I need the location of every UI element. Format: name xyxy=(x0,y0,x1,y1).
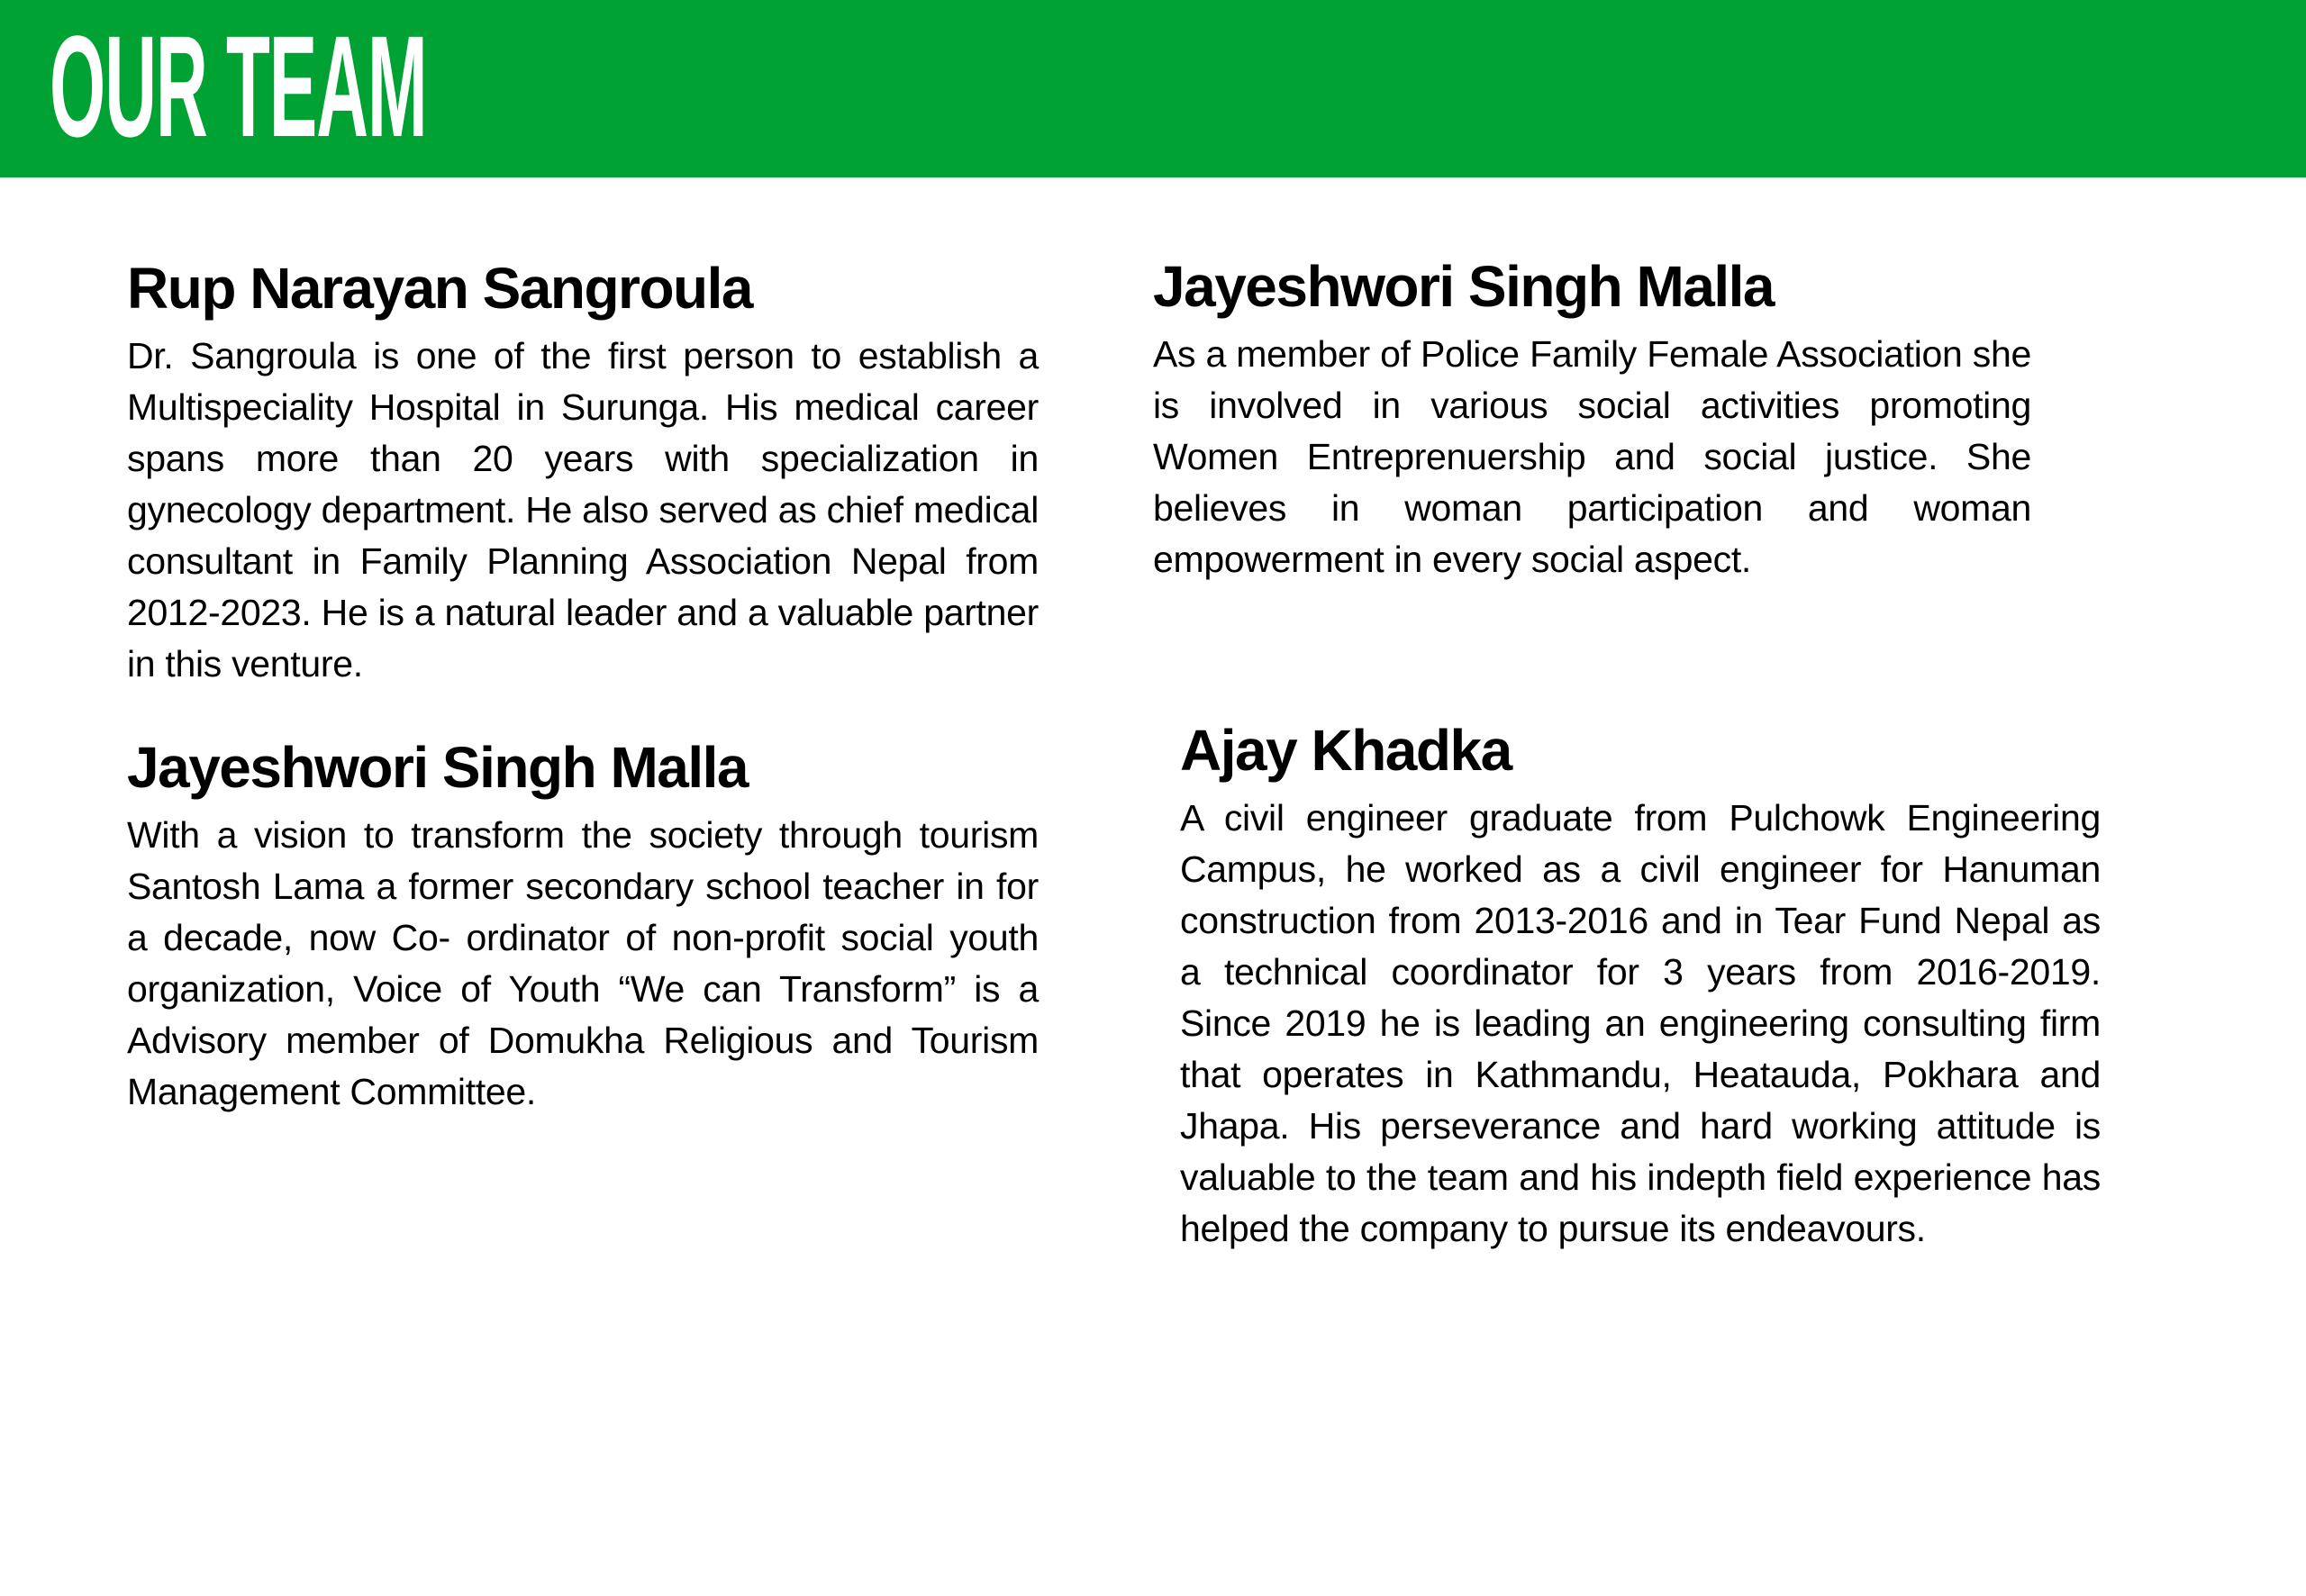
member-bio-text: Dr. Sangroula is one of the first person to establish a Multispeciality Hospital in Surunga. His medical career spans more than 20 years with specialization in gynecology department. He also served as chief medical consultant in Family Planning Association Nepal from 2012-2023. He is a natural leader and a valuable partner in this venture. xyxy=(127,335,1039,685)
member-name-heading: Jayeshwori Singh Malla xyxy=(127,735,748,800)
member-name-heading: Ajay Khadka xyxy=(1180,718,1512,783)
member-bio-text: With a vision to transform the society through tourism Santosh Lama a former secondary school teacher in for a decade, now Co- ordinator of non-profit social youth organization, Voice of Youth “We can Transform” is a Advisory member of Domukha Religious and Tourism Management Committee. xyxy=(127,814,1039,1113)
header-banner xyxy=(0,0,2306,177)
page-title: OUR TEAM xyxy=(50,5,427,167)
member-bio-text: A civil engineer graduate from Pulchowk Engineering Campus, he worked as a civil engineer for Hanuman construction from 2013-2016 and in Tear Fund Nepal as a technical coordinator for 3 years from 2016-2019. Since 2019 he is leading an engineering consulting firm that operates in Kathmandu, Heatauda, Pokhara and Jhapa. His perseverance and hard working attitude is valuable to the team and his indepth field experience has helped the company to pursue its endeavours. xyxy=(1180,797,2101,1250)
member-bio-text: As a member of Police Family Female Association she is involved in various social activities promoting Women Entreprenuership and social justice. She believes in woman participation and woman empowerment in every social aspect. xyxy=(1153,333,2031,581)
team-member-card xyxy=(1153,256,2031,585)
team-member-card xyxy=(1180,720,2101,1255)
team-member-card xyxy=(127,737,1039,1118)
member-name-heading: Rup Narayan Sangroula xyxy=(127,256,752,321)
member-name-heading: Jayeshwori Singh Malla xyxy=(1153,254,1774,319)
team-member-card xyxy=(127,258,1039,690)
